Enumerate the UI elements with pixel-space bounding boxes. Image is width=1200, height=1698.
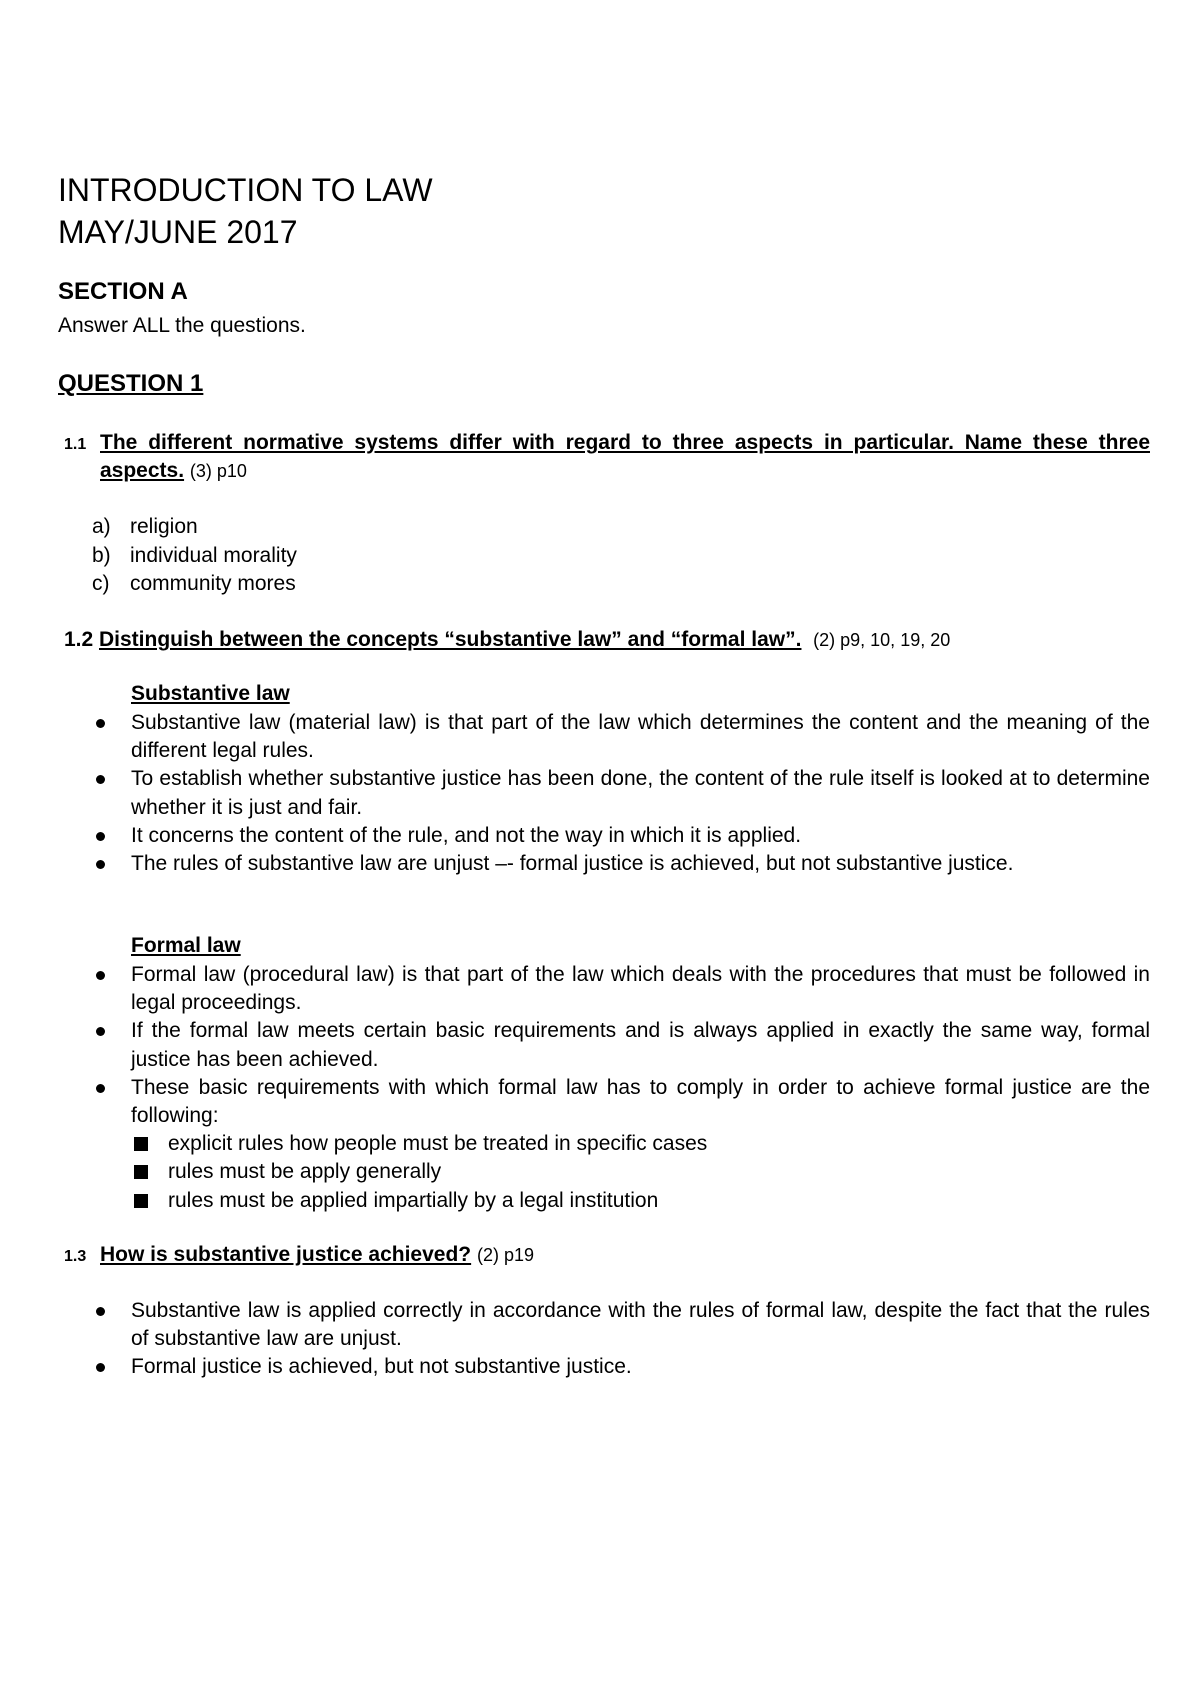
subheading-substantive-law: Substantive law [131, 682, 290, 705]
document-title: INTRODUCTION TO LAW [58, 172, 433, 208]
list-item-text: individual morality [130, 543, 297, 567]
question-number: 1.1 [64, 436, 87, 453]
list-item [131, 850, 1150, 878]
list-item [92, 513, 297, 542]
list-item [92, 570, 297, 599]
question-text: Distinguish between the concepts “substantive law” and “formal law”. [99, 628, 802, 651]
bullet-icon [96, 971, 105, 980]
question-heading: QUESTION 1 [58, 370, 204, 397]
question-1-1 [58, 429, 1150, 485]
bullet-icon [96, 1307, 105, 1316]
square-bullet-icon [134, 1194, 148, 1208]
question-reference: (3) p10 [189, 461, 247, 481]
question-1-2 [58, 626, 1150, 654]
square-bullet-icon [134, 1137, 148, 1151]
list-item-text: community mores [130, 572, 296, 595]
question-reference: (2) p19 [476, 1245, 535, 1265]
bullet-icon [96, 775, 105, 784]
question-text-block [100, 1241, 1150, 1269]
list-item [131, 961, 1150, 1017]
list-item [131, 1353, 1150, 1381]
subheading-formal-law: Formal law [131, 934, 241, 957]
bullet-icon [96, 1363, 105, 1372]
question-reference: (2) p9, 10, 19, 20 [813, 630, 951, 650]
answer-list-1-1 [92, 513, 297, 599]
list-item-text: To establish whether substantive justice has been done, the content of the rule itself is looked at to determine whether it is just and fair. [131, 767, 1150, 819]
question-text-block [99, 626, 1150, 654]
list-item [131, 1297, 1150, 1353]
sub-list-item-text: rules must be applied impartially by a legal institution [168, 1188, 659, 1212]
question-text: The different normative systems differ with regard to three aspects in particular. Name these three aspects. [100, 431, 1150, 482]
square-bullet-icon [134, 1165, 148, 1179]
list-marker: b) [92, 543, 111, 567]
bullet-list-substantive [131, 709, 1150, 878]
list-item [131, 765, 1150, 821]
list-item [131, 1074, 1150, 1215]
sub-list-item [131, 1187, 1150, 1215]
bullet-icon [96, 860, 105, 869]
list-marker: a) [92, 515, 111, 538]
list-item-text: Substantive law is applied correctly in accordance with the rules of formal law, despite the fact that the rules of substantive law are unjust. [131, 1299, 1150, 1351]
sub-list-item [131, 1158, 1150, 1186]
question-1-3 [58, 1241, 1150, 1269]
question-text-block [100, 429, 1150, 485]
list-marker: c) [92, 572, 110, 595]
question-number: 1.2 [64, 628, 94, 651]
list-item-text: If the formal law meets certain basic requirements and is always applied in exactly the same way, formal justice has been achieved. [131, 1019, 1150, 1071]
list-item-text: The rules of substantive law are unjust –- formal justice is achieved, but not substantive justice. [131, 852, 1014, 876]
list-item [131, 1017, 1150, 1073]
bullet-icon [96, 719, 105, 728]
list-item-text: Substantive law (material law) is that part of the law which determines the content and the meaning of the different legal rules. [131, 711, 1150, 763]
sub-list-item-text: rules must be apply generally [168, 1160, 442, 1184]
list-item [131, 709, 1150, 765]
bullet-icon [96, 832, 105, 841]
list-item-text: Formal law (procedural law) is that part of the law which deals with the procedures that must be followed in legal proceedings. [131, 963, 1150, 1015]
list-item [92, 542, 297, 571]
list-item [131, 822, 1150, 850]
exam-date: MAY/JUNE 2017 [58, 214, 298, 250]
sub-list-item-text: explicit rules how people must be treated in specific cases [168, 1132, 708, 1156]
list-item-text: Formal justice is achieved, but not substantive justice. [131, 1355, 632, 1379]
section-heading: SECTION A [58, 278, 188, 305]
bullet-list-formal [131, 961, 1150, 1215]
sub-bullet-list [131, 1130, 1150, 1215]
bullet-list-1-3 [131, 1297, 1150, 1382]
bullet-icon [96, 1084, 105, 1093]
question-text: How is substantive justice achieved? [100, 1243, 472, 1266]
list-item-text: These basic requirements with which formal law has to comply in order to achieve formal justice are the following: [131, 1075, 1150, 1128]
list-item-text: It concerns the content of the rule, and not the way in which it is applied. [131, 823, 802, 847]
list-item-text: religion [130, 515, 198, 538]
sub-list-item [131, 1130, 1150, 1158]
bullet-icon [96, 1027, 105, 1036]
section-instruction: Answer ALL the questions. [58, 314, 306, 337]
question-number: 1.3 [64, 1248, 87, 1265]
